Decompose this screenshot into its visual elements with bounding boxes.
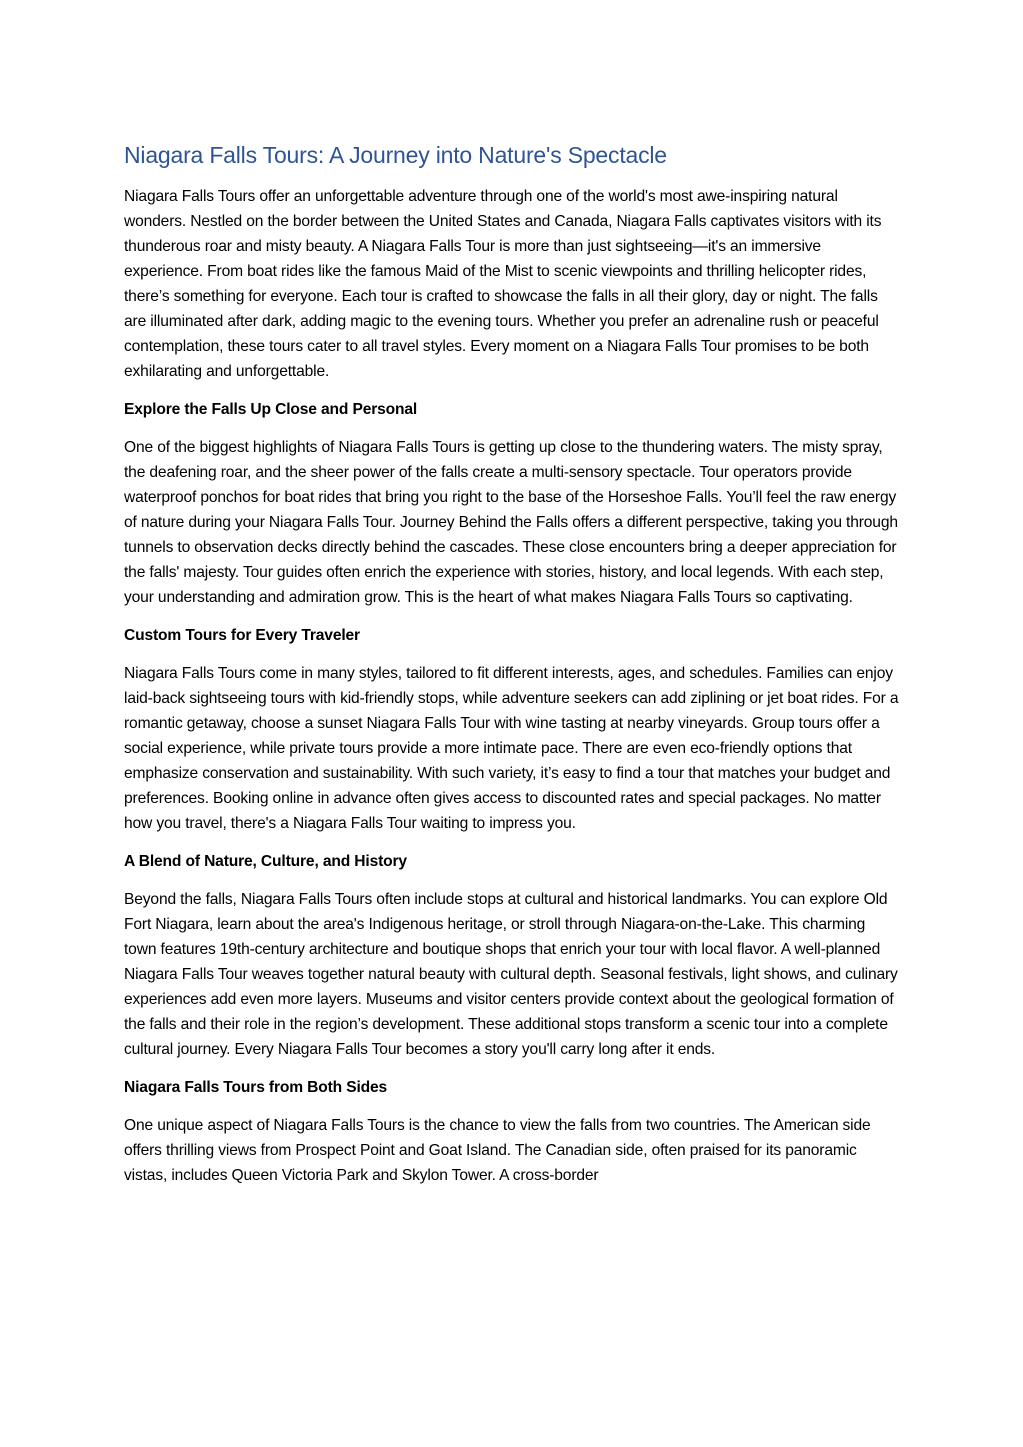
section-paragraph: Niagara Falls Tours come in many styles, tailored to fit different interests, ages, and schedules. Families can enjoy laid-back sightseeing tours with kid-friendly stops, while adventure seekers can add ziplining or jet boat rides. For a romantic getaway, choose a sunset Niagara Falls Tour with wine tasting at nearby vineyards. Group tours offer a social experience, while private tours provide a more intimate pace. There are even eco-friendly options that emphasize conservation and sustainability. With such variety, it’s easy to find a tour that matches your budget and preferences. Booking online in advance often gives access to discounted rates and special packages. No matter how you travel, there's a Niagara Falls Tour waiting to impress you. xyxy=(124,665,899,832)
section-paragraph: Beyond the falls, Niagara Falls Tours often include stops at cultural and historical landmarks. You can explore Old Fort Niagara, learn about the area's Indigenous heritage, or stroll through Niagara-on-the-Lake. This charming town features 19th-century architecture and boutique shops that enrich your tour with local flavor. A well-planned Niagara Falls Tour weaves together natural beauty with cultural depth. Seasonal festivals, light shows, and culinary experiences add even more layers. Museums and visitor centers provide context about the geological formation of the falls and their role in the region’s development. These additional stops transform a scenic tour into a complete cultural journey. Every Niagara Falls Tour becomes a story you'll carry long after it ends. xyxy=(124,891,898,1058)
section-paragraph: One unique aspect of Niagara Falls Tours is the chance to view the falls from two countries. The American side offers thrilling views from Prospect Point and Goat Island. The Canadian side, often praised for its panoramic vistas, includes Queen Victoria Park and Skylon Tower. A cross-border xyxy=(124,1117,871,1184)
document-title: Niagara Falls Tours: A Journey into Nature's Spectacle xyxy=(124,142,667,168)
section xyxy=(124,1075,899,1188)
section xyxy=(124,397,899,610)
document-page xyxy=(124,138,899,1201)
section xyxy=(124,849,899,1062)
section-heading: Niagara Falls Tours from Both Sides xyxy=(124,1079,388,1096)
section-paragraph: One of the biggest highlights of Niagara Falls Tours is getting up close to the thundering waters. The misty spray, the deafening roar, and the sheer power of the falls create a multi-sensory spectacle. Tour operators provide waterproof ponchos for boat rides that bring you right to the base of the Horseshoe Falls. You’ll feel the raw energy of nature during your Niagara Falls Tour. Journey Behind the Falls offers a different perspective, taking you through tunnels to observation decks directly behind the cascades. These close encounters bring a deeper appreciation for the falls' majesty. Tour guides often enrich the experience with stories, history, and local legends. With each step, your understanding and admiration grow. This is the heart of what makes Niagara Falls Tours so captivating. xyxy=(124,439,898,606)
section-heading: Custom Tours for Every Traveler xyxy=(124,627,360,644)
section xyxy=(124,623,899,836)
intro-paragraph: Niagara Falls Tours offer an unforgettable adventure through one of the world's most awe-inspiring natural wonders. Nestled on the border between the United States and Canada, Niagara Falls captivates visitors with its thunderous roar and misty beauty. A Niagara Falls Tour is more than just sightseeing—it's an immersive experience. From boat rides like the famous Maid of the Mist to scenic viewpoints and thrilling helicopter rides, there’s something for everyone. Each tour is crafted to showcase the falls in all their glory, day or night. The falls are illuminated after dark, adding magic to the evening tours. Whether you prefer an adrenaline rush or peaceful contemplation, these tours cater to all travel styles. Every moment on a Niagara Falls Tour promises to be both exhilarating and unforgettable. xyxy=(124,188,882,380)
section-heading: Explore the Falls Up Close and Personal xyxy=(124,401,418,418)
section-heading: A Blend of Nature, Culture, and History xyxy=(124,853,407,870)
